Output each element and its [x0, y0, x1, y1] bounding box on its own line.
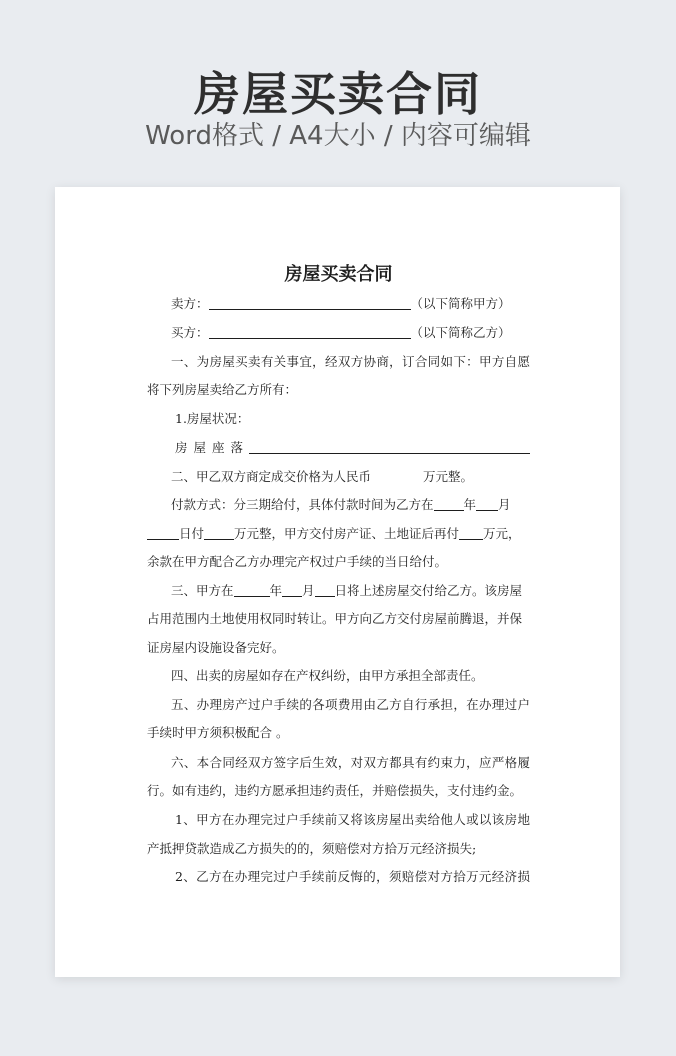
seller-line: [147, 293, 530, 315]
deliver-year-blank[interactable]: [234, 582, 270, 597]
house-location-blank[interactable]: [249, 439, 530, 454]
clause5-line1: 五、办理房产过户手续的各项费用由乙方自行承担，在办理过户: [171, 697, 530, 712]
document-page: [55, 187, 620, 977]
deliver-month-label: 月: [302, 583, 315, 598]
clause3-line2: 占用范围内土地使用权同时转让。甲方向乙方交付房屋前腾退，并保: [147, 611, 523, 626]
clause1-line1: 一、为房屋买卖有关事宜，经双方协商，订合同如下：甲方自愿: [171, 354, 530, 369]
buyer-suffix: （以下简称乙方）: [410, 325, 511, 340]
pay-month-blank[interactable]: [476, 496, 498, 511]
clause5-line2: 手续时甲方须积极配合 。: [147, 725, 289, 740]
buyer-line: [147, 322, 530, 344]
clause3-line3: 证房屋内设施设备完好。: [147, 640, 285, 655]
document-title: 房屋买卖合同: [284, 264, 393, 285]
pay-year-blank[interactable]: [434, 496, 464, 511]
buyer-blank[interactable]: [209, 324, 411, 339]
clause3-line1: [147, 580, 530, 602]
clause2-suffix: 万元整。: [423, 469, 474, 484]
payment-text-c: 万元，: [483, 526, 521, 541]
item1-line2: 产抵押贷款造成乙方损失的的，须赔偿对方拾万元经济损失;: [147, 841, 477, 856]
pay-day-label: 日付: [179, 526, 205, 541]
house-status: 1.房屋状况：: [175, 411, 250, 426]
seller-blank[interactable]: [209, 295, 411, 310]
clause6-line2: 行。如有违约，违约方愿承担违约责任，并赔偿损失，支付违约金。: [147, 783, 523, 798]
second-payment-blank[interactable]: [459, 525, 483, 540]
clause6-line1: 六、本合同经双方签字后生效，对双方都具有约束力，应严格履: [171, 755, 530, 770]
clause4-line: 四、出卖的房屋如存在产权纠纷，由甲方承担全部责任。: [171, 668, 484, 683]
clause2-text: 二、甲乙双方商定成交价格为人民币: [171, 469, 372, 484]
clause3-text-d: 日将上述房屋交付给乙方。该房屋: [334, 583, 523, 598]
pay-year-label: 年: [463, 497, 477, 512]
clause2-line: [147, 466, 530, 488]
item1-line1: 1、甲方在办理完过户手续前又将该房屋出卖给他人或以该房地: [175, 812, 530, 827]
payment-line3: 余款在甲方配合乙方办理完产权过户手续的当日给付。: [147, 554, 448, 569]
seller-suffix: （以下简称甲方）: [410, 296, 511, 311]
deliver-month-blank[interactable]: [282, 582, 302, 597]
item2-line1: 2、乙方在办理完过户手续前反悔的，须赔偿对方拾万元经济损: [175, 869, 530, 884]
buyer-label: 买方：: [171, 325, 209, 340]
clause1-line2: 将下列房屋卖给乙方所有：: [147, 382, 298, 397]
pay-month-label: 月: [498, 497, 511, 512]
payment-line1: [147, 494, 530, 516]
payment-text-a: 付款方式：分三期给付，具体付款时间为乙方在: [171, 497, 434, 512]
house-location-line: [147, 437, 530, 459]
page-title: 房屋买卖合同: [194, 67, 482, 121]
deliver-year-label: 年: [269, 583, 283, 598]
page-subtitle: Word格式 / A4大小 / 内容可编辑: [145, 121, 531, 151]
deliver-day-blank[interactable]: [315, 582, 335, 597]
payment-text-b: 万元整，甲方交付房产证、土地证后再付: [234, 526, 460, 541]
payment-line2: [147, 523, 530, 545]
seller-label: 卖方：: [171, 296, 209, 311]
pay-day-blank[interactable]: [147, 525, 179, 540]
page-header: [0, 0, 676, 180]
house-location-label: 房屋座落: [175, 440, 250, 455]
clause3-text-a: 三、甲方在: [171, 583, 234, 598]
first-payment-blank[interactable]: [204, 525, 234, 540]
